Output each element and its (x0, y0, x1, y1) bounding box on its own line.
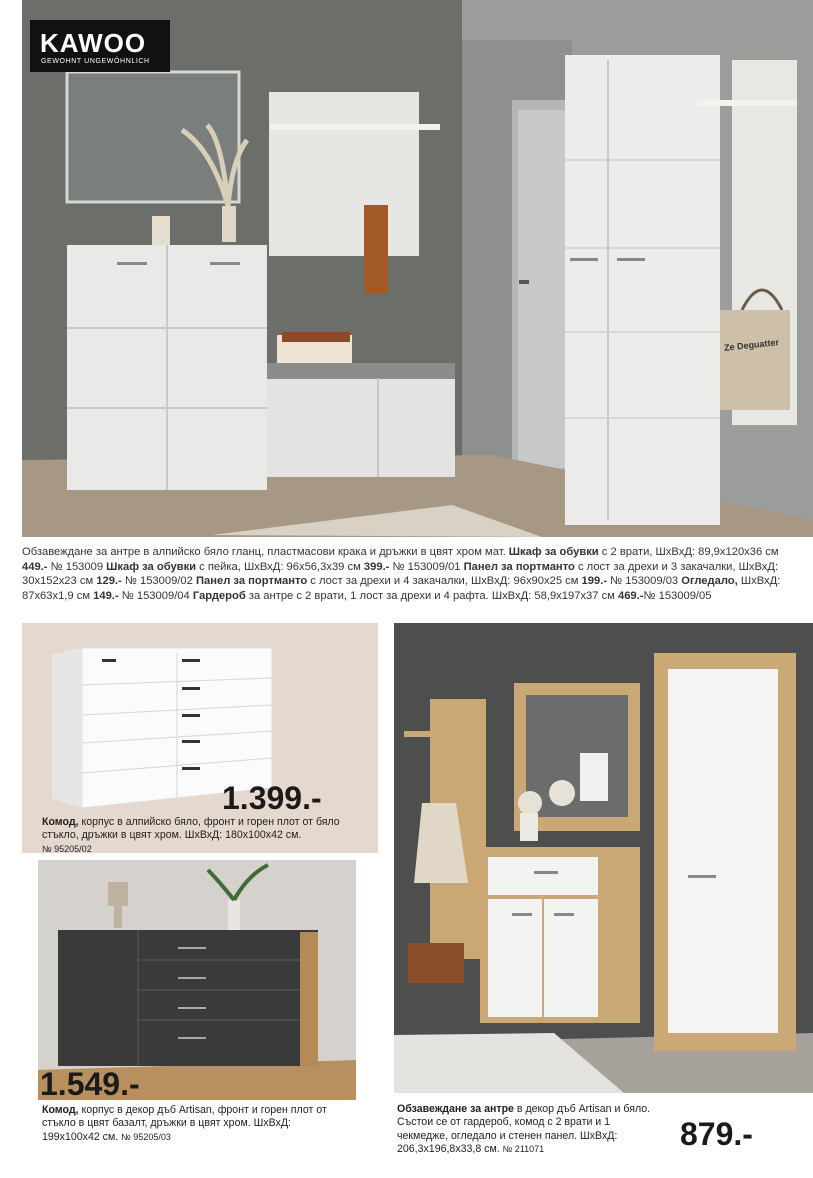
bag-print-text: Ze Deguatter (723, 337, 780, 353)
caption-text: с лост за дрехи и 4 закачалки, ШхВхД: 96х90х25 см (307, 575, 582, 588)
oak-set-title: Обзавеждане за антре (397, 1103, 514, 1115)
dark-dresser-illustration (38, 860, 356, 1100)
caption-text: ШхВхД: 87x63x1,9 см (22, 575, 781, 602)
hallway-white-illustration (22, 0, 813, 537)
oak-hallway-photo (394, 623, 813, 1093)
caption-text: № 153009/04 (118, 589, 193, 602)
caption-price: 199.- (581, 575, 608, 588)
white-dresser-text: корпус в алпийско бяло, фронт и горен плот от бяло стъкло, дръжки в цвят хром. ШхВхД: 180х100х42 см. (42, 816, 340, 842)
caption-bold: Огледало, (681, 575, 738, 588)
caption-bold: Гардероб (192, 589, 246, 602)
oak-set-text: в декор дъб Artisan и бяло. Състои се от гардероб, комод с 2 врати и 1 чекмедже, огледало и стенен панел. ШхВхД: 206,3x196,8x33,8 см. (397, 1103, 651, 1156)
caption-text: № 153009/05 (643, 589, 712, 602)
caption-price: 449.- (22, 560, 48, 573)
brand-name: KAWOO (40, 28, 147, 58)
caption-price: 399.- (363, 560, 390, 573)
white-dresser-description (42, 816, 372, 856)
oak-hallway-illustration (394, 623, 813, 1093)
oak-set-number: № 211071 (502, 1144, 545, 1155)
caption-price: 149.- (93, 589, 119, 602)
dark-dresser-description (42, 1104, 342, 1144)
caption-text: с пейка, ШхВхД: 96х56,3х39 см (196, 560, 364, 573)
caption-text: Обзавеждане за антре в алпийско бяло гланц, пластмасови крака и дръжки в цвят хром мат. (22, 546, 509, 558)
caption-text: с 2 врати, ШхВхД: 89,9x120x36 см (598, 546, 779, 558)
caption-price: 129.- (96, 575, 122, 588)
caption-text: № 153009/01 (389, 560, 464, 573)
brand-tagline: GEWOHNT UNGEWÖHNLICH (41, 58, 150, 65)
dark-dresser-price: 1.549.- (40, 1066, 140, 1102)
caption-text: за антре с 2 врати, 1 лост за дрехи и 4 рафта. ШхВхД: 58,9x197x37 см (245, 589, 618, 602)
hallway-white-caption (22, 545, 794, 603)
caption-text: № 153009/02 (121, 575, 196, 588)
hero-photo (22, 0, 813, 537)
dark-dresser-number: № 95205/03 (121, 1131, 171, 1142)
white-dresser-number: № 95205/02 (42, 843, 92, 854)
caption-bold: Шкаф за обувки (106, 560, 197, 573)
caption-text: № 153009/03 (607, 575, 682, 588)
dark-dresser-photo (38, 860, 356, 1100)
dark-dresser-title: Комод, (42, 1104, 79, 1116)
white-dresser-title: Комод, (42, 816, 79, 828)
kawoo-logo (30, 20, 170, 72)
caption-bold: Панел за портманто (463, 560, 575, 573)
white-dresser-price: 1.399.- (222, 780, 322, 816)
oak-set-description (397, 1103, 655, 1157)
dark-dresser-text: корпус в декор дъб Artisan, фронт и горен плот от стъкло в цвят базалт, дръжки в цвят хром. ШхВхД: 199х100х42 см. (42, 1104, 327, 1143)
caption-text: с лост за дрехи и 3 закачалки, ШхВхД: 30х152х23 см (22, 560, 779, 588)
caption-text: № 153009 (47, 560, 107, 573)
caption-bold: Шкаф за обувки (508, 546, 599, 558)
oak-set-price: 879.- (680, 1116, 753, 1152)
caption-price: 469.- (617, 589, 644, 602)
caption-bold: Панел за портманто (195, 575, 308, 588)
